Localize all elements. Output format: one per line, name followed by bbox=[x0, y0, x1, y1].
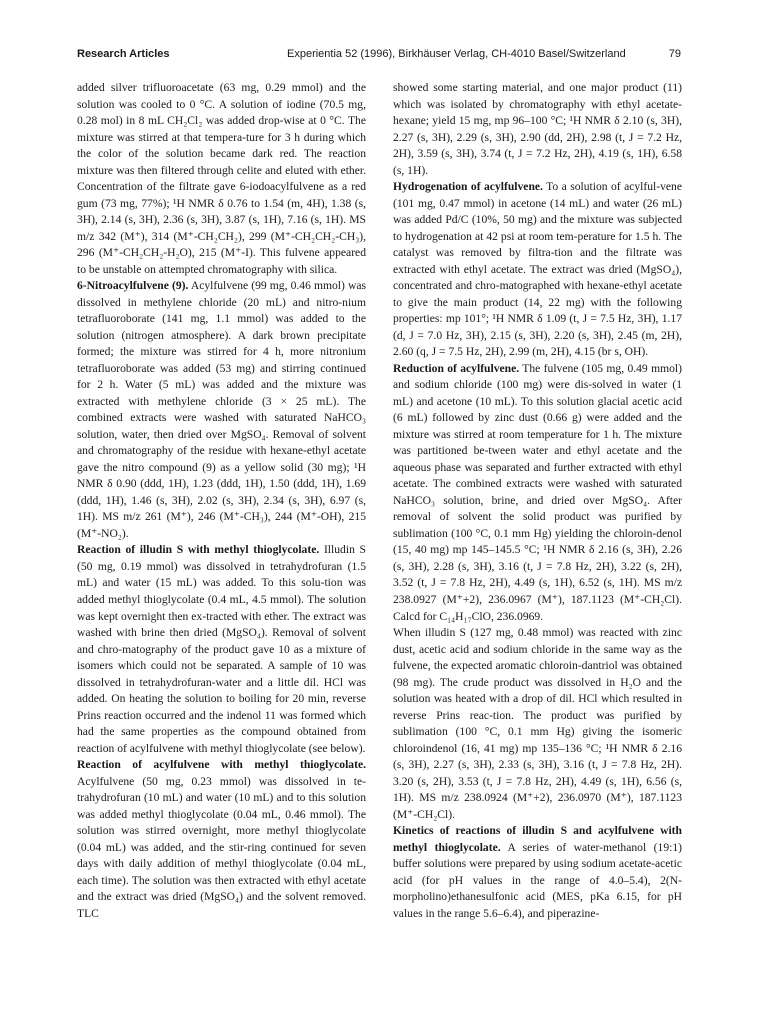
paragraph bbox=[393, 361, 682, 625]
paragraph bbox=[77, 542, 366, 757]
paragraph-heading: 6-Nitroacylfulvene (9). bbox=[77, 279, 189, 293]
paragraph-heading: Reaction of acylfulvene with methyl thioglycolate. bbox=[77, 758, 366, 772]
paragraph-heading: Reduction of acylfulvene. bbox=[393, 361, 520, 375]
paragraph-text: added silver trifluoroacetate (63 mg, 0.29 mmol) and the solution was cooled to 0 °C. A solution of iodine (70.5 mg, 0.28 mol) in 8 mL CH₂Cl₂ was added drop-wise at 0 °C. The mixture was stirred at that tempera-ture for 3 h during which the color of the solution became dark red. The reaction mixture was then filtered through celite and eluted with ether. Concentration of the filtrate gave 6-iodoacylfulvene as a red gum (73 mg, 77%); ¹H NMR δ 0.76 to 1.54 (m, 4H), 1.38 (s, 3H), 2.14 (s, 3H), 2.36 (s, 3H), 3.87 (s, 1H), 7.16 (s, 1H). MS m/z 342 (M⁺), 314 (M⁺-CH₂CH₂), 299 (M⁺-CH₂CH₂-CH₃), 296 (M⁺-CH₂CH₂-H₂O), 215 (M⁺-I). This fulvene appeared to be unstable on attempted chromatography with silica. bbox=[77, 81, 366, 276]
paragraph bbox=[393, 179, 682, 361]
paragraph bbox=[393, 823, 682, 922]
paragraph-heading: Kinetics of reactions of illudin S and acylfulvene with methyl thioglycolate. bbox=[393, 824, 682, 854]
paragraph-text: showed some starting material, and one major product (11) which was isolated by chromatography with ethyl acetate-hexane; yield 15 mg, mp 96–100 °C; ¹H NMR δ 2.10 (s, 3H), 2.27 (s, 3H), 2.29 (s, 3H), 2.90 (dd, 2H), 2.98 (t, J = 7.2 Hz, 2H), 3.59 (s, 3H), 3.74 (t, J = 7.2 Hz, 2H), 4.19 (s, 1H), 6.58 (s, 1H). bbox=[393, 81, 682, 177]
paragraph-text: Acylfulvene (50 mg, 0.23 mmol) was dissolved in te-trahydrofuran (10 mL) and water (10 mL) and to this solution was added methyl thioglycolate (0.04 mL, 0.46 mmol). The solution was stirred overnight, more methyl thioglycolate (0.04 mL) was added, and the stir-ring continued for seven days with daily addition of methyl thioglycolate (0.04 mL, each time). The solution was then extracted with ethyl acetate and the extract was dried (MgSO₄) and the solvent removed. TLC bbox=[77, 774, 366, 920]
section-label: Research Articles bbox=[77, 48, 170, 60]
paragraph bbox=[77, 80, 366, 278]
paragraph-text: When illudin S (127 mg, 0.48 mmol) was reacted with zinc dust, acetic acid and sodium chloride in the same way as the fulvene, the expected aromatic chloroin-dantriol was obtained (98 mg). The crude product was dissolved in H₂O and the solution was heated with a drop of dil. HCl which resulted in reverse Prins reac-tion. The product was purified by sublimation (100 °C, 0.1 mm Hg) giving the isomeric chloroindenol (16, 41 mg) mp 135–136 °C; ¹H NMR δ 2.16 (s, 3H), 2.27 (s, 3H), 2.33 (s, 3H), 3.16 (t, J = 7.8 Hz, 2H). 3.20 (s, 2H), 3.53 (t, J = 7.8 Hz, 2H), 4.49 (s, 1H), 6.56 (s, 1H). MS m/z 238.0924 (M⁺+2), 236.0970 (M⁺), 187.1123 (M⁺-CH₂Cl). bbox=[393, 626, 682, 821]
paragraph bbox=[393, 625, 682, 823]
left-column bbox=[77, 80, 366, 922]
page-number: 79 bbox=[668, 48, 681, 60]
right-column bbox=[393, 80, 682, 922]
paragraph-text: To a solution of acylful-vene (101 mg, 0.47 mmol) in acetone (14 mL) and water (26 mL) was added Pd/C (10%, 50 mg) and the mixture was subjected to hydrogenation at 42 psi at room tem-perature for 1.5 h. The catalyst was removed by filtra-tion and the filtrate was extracted with ethyl acetate. The extract was dried (MgSO₄), concentrated and chro-matographed with hexane-ethyl acetate to give the main product (14, 22 mg) with the following properties: mp 101°; ¹H NMR δ 1.09 (t, J = 7.5 Hz, 3H), 1.17 (d, J = 7.0 Hz, 3H), 2.15 (s, 3H), 2.20 (s, 3H), 2.45 (m, 2H), 2.60 (q, J = 7.5 Hz, 2H), 2.99 (m, 2H), 4.15 (br s, OH). bbox=[393, 180, 683, 359]
journal-citation: Experientia 52 (1996), Birkhäuser Verlag, CH-4010 Basel/Switzerland bbox=[287, 48, 626, 60]
paragraph bbox=[77, 757, 366, 922]
paragraph bbox=[393, 80, 682, 179]
paragraph-heading: Hydrogenation of acylfulvene. bbox=[393, 180, 543, 194]
running-header bbox=[77, 48, 681, 64]
paragraph-text: A series of water-methanol (19:1) buffer solutions were prepared by using sodium acetate-acetic acid (for pH values in the range of 4.0–5.4), 2(N-morpholino)ethanesulfonic acid (MES, pKa 6.15, for pH values in the range 5.6–6.4), and piperazine- bbox=[393, 840, 682, 920]
paragraph-text: Illudin S (50 mg, 0.19 mmol) was dissolved in tetrahydrofuran (1.5 mL) and water (15 mL) was added. To this solu-tion was added methyl thioglycolate (0.4 mL, 4.5 mmol). The solution was kept overnight then ex-tracted with ether. The extract was washed with brine then dried (MgSO₄). Removal of solvent and chro-matography of the product gave 10 as a mixture of isomers which could not be separated. A sample of 10 was dissolved in tetrahydrofuran-water and a little dil. HCl was added. On heating the solution to boiling for 20 min, reverse Prins reaction occurred and the indenol 11 was formed which had the same properties as the compound obtained from reaction of acylfulvene with methyl thioglycolate (see below). bbox=[77, 543, 366, 755]
paragraph-heading: Reaction of illudin S with methyl thioglycolate. bbox=[77, 543, 320, 557]
paragraph bbox=[77, 278, 366, 542]
paragraph-text: Acylfulvene (99 mg, 0.46 mmol) was dissolved in methylene chloride (20 mL) and nitro-nium tetrafluoroborate (141 mg, 1.1 mmol) was added to the solution (nitrogen atmosphere). A dark brown precipitate formed; the mixture was stirred for 4 h, more nitronium tetrafluoroborate was added (53 mg) and stirring continued for 2 h. Water (5 mL) was added and the mixture was extracted with methylene chloride (3 × 25 mL). The combined extracts were washed with saturated NaHCO₃ solution, water, then dried over MgSO₄. Removal of solvent and chromatography of the residue with hexane-ethyl acetate gave the nitro compound (9) as a yellow solid (30 mg); ¹H NMR δ 0.90 (ddd, 1H), 1.23 (ddd, 1H), 1.50 (ddd, 1H), 1.69 (ddd, 1H), 1.46 (s, 3H), 2.02 (s, 3H), 2.34 (s, 3H), 6.97 (s, 1H). MS m/z 261 (M⁺), 246 (M⁺-CH₃), 244 (M⁺-OH), 215 (M⁺-NO₂). bbox=[77, 279, 366, 540]
paragraph-text: The fulvene (105 mg, 0.49 mmol) and sodium chloride (100 mg) were dis-solved in water (1 mL) and acetone (10 mL). To this solution glacial acetic acid (6 mL) followed by zinc dust (0.66 g) were added and the mixture was stirred at room temperature for 1 h. The mixture was partitioned be-tween water and ethyl acetate and the aqueous phase was separated and further extracted with ethyl acetate. The combined extracts were washed with saturated NaHCO₃ solution, brine, and dried over MgSO₄. After removal of solvent the solid product was purified by sublimation (100 °C, 0.1 mm Hg) yielding the chloroin-denol (15, 40 mg) mp 145–145.5 °C; ¹H NMR δ 2.16 (s, 3H), 2.26 (s, 3H), 2.28 (s, 3H), 3.16 (t, J = 7.8 Hz, 2H), 3.22 (s, 2H), 3.52 (t, J = 7.8 Hz, 2H), 4.49 (s, 1H), 6.52 (s, 1H). MS m/z 238.0927 (M⁺+2), 236.0967 (M⁺), 187.1123 (M⁺-CH₂Cl). Calcd for C₁₄H₁₇ClO, 236.0969. bbox=[393, 361, 682, 623]
